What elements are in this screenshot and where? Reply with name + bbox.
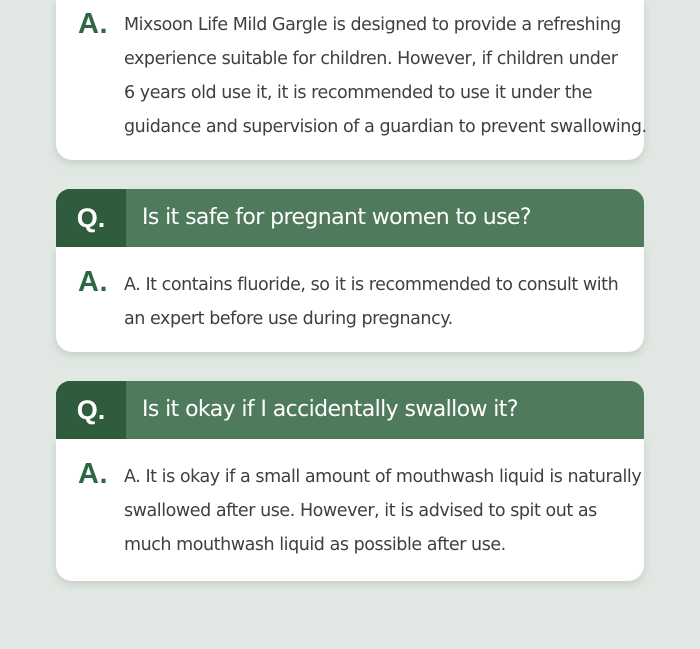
answer-text — [124, 8, 664, 144]
answer-line: much mouthwash liquid as possible after use. — [124, 535, 506, 555]
answer-mark: A. — [78, 458, 108, 490]
answer-line: 6 years old use it, it is recommended to use it under the — [124, 83, 593, 103]
answer-line: A. It is okay if a small amount of mouthwash liquid is naturally — [124, 467, 642, 487]
answer-line: swallowed after use. However, it is advised to spit out as — [124, 501, 597, 521]
answer-text — [124, 268, 664, 336]
answer-line: A. It contains fluoride, so it is recommended to consult with — [124, 275, 619, 295]
answer-text — [124, 460, 664, 562]
answer-line: experience suitable for children. However, if children under — [124, 49, 618, 69]
question-text: Is it safe for pregnant women to use? — [142, 205, 532, 230]
question-mark: Q. — [76, 394, 106, 425]
faq-answer-card-1 — [56, 0, 647, 160]
question-mark: Q. — [76, 202, 106, 233]
answer-line: an expert before use during pregnancy. — [124, 309, 453, 329]
faq-answer-card-2 — [56, 247, 644, 352]
answer-mark: A. — [78, 266, 108, 298]
faq-question-bar-2[interactable] — [56, 189, 644, 247]
question-mark-box — [56, 381, 126, 439]
question-text: Is it okay if I accidentally swallow it? — [142, 397, 518, 422]
faq-answer-card-3 — [56, 439, 644, 581]
faq-question-bar-3[interactable] — [56, 381, 644, 439]
question-mark-box — [56, 189, 126, 247]
answer-line: guidance and supervision of a guardian to prevent swallowing. — [124, 117, 647, 137]
answer-mark: A. — [78, 8, 108, 40]
answer-line: Mixsoon Life Mild Gargle is designed to provide a refreshing — [124, 15, 621, 35]
